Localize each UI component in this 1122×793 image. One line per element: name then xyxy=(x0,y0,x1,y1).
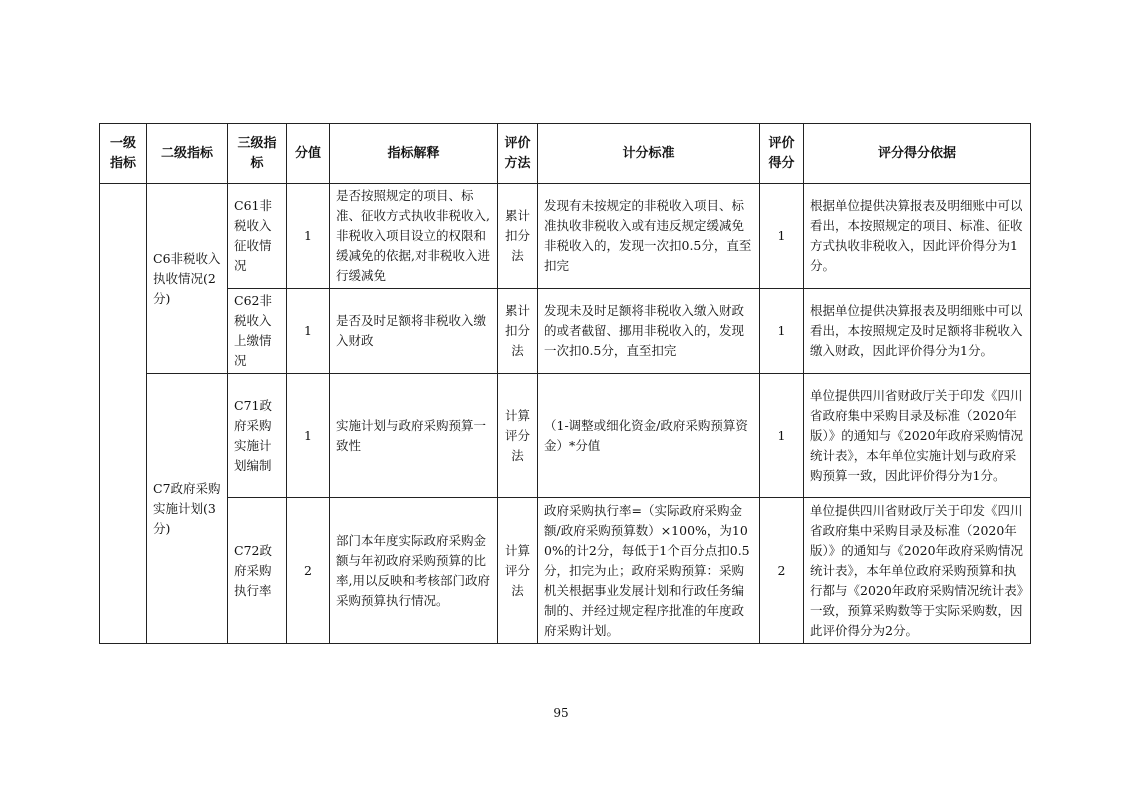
level1-cell xyxy=(100,184,147,644)
result-c71: 1 xyxy=(760,374,804,498)
explanation-c71: 实施计划与政府采购预算一致性 xyxy=(330,374,498,498)
header-level3: 三级指标 xyxy=(228,124,287,184)
basis-c71: 单位提供四川省财政厅关于印发《四川省政府集中采购目录及标准（2020年版）》的通知与《2020年政府采购情况统计表》，本年单位实施计划与政府采购预算一致，因此评价得分为1分。 xyxy=(804,374,1031,498)
table-row xyxy=(100,184,1031,289)
standard-c72: 政府采购执行率=（实际政府采购金额/政府采购预算数）×100%，为100%的计2分，每低于1个百分点扣0.5分，扣完为止；政府采购预算：采购机关根据事业发展计划和行政任务编制的、并经过规定程序批准的年度政府采购计划。 xyxy=(538,498,760,644)
page-number: 95 xyxy=(553,706,569,720)
indicator-c71: C71政府采购实施计划编制 xyxy=(228,374,287,498)
score-c62: 1 xyxy=(287,289,330,374)
basis-c72: 单位提供四川省财政厅关于印发《四川省政府集中采购目录及标准（2020年版）》的通知与《2020年政府采购情况统计表》，本年单位政府采购预算和执行都与《2020年政府采购情况统计表》一致，预算采购数等于实际采购数，因此评价得分为2分。 xyxy=(804,498,1031,644)
result-c62: 1 xyxy=(760,289,804,374)
explanation-c62: 是否及时足额将非税收入缴入财政 xyxy=(330,289,498,374)
indicator-c72: C72政府采购执行率 xyxy=(228,498,287,644)
method-c62: 累计扣分法 xyxy=(498,289,538,374)
result-c61: 1 xyxy=(760,184,804,289)
explanation-c72: 部门本年度实际政府采购金额与年初政府采购预算的比率,用以反映和考核部门政府采购预算执行情况。 xyxy=(330,498,498,644)
table-row xyxy=(100,374,1031,498)
explanation-c61: 是否按照规定的项目、标准、征收方式执收非税收入,非税收入项目设立的权限和缓减免的依据,对非税收入进行缓减免 xyxy=(330,184,498,289)
score-c71: 1 xyxy=(287,374,330,498)
header-score: 分值 xyxy=(287,124,330,184)
header-basis: 评分得分依据 xyxy=(804,124,1031,184)
group-c6: C6非税收入执收情况(2分) xyxy=(147,184,228,374)
header-level1: 一级指标 xyxy=(100,124,147,184)
header-result: 评价得分 xyxy=(760,124,804,184)
standard-c62: 发现未及时足额将非税收入缴入财政的或者截留、挪用非税收入的，发现一次扣0.5分，直至扣完 xyxy=(538,289,760,374)
basis-c61: 根据单位提供决算报表及明细账中可以看出，本按照规定的项目、标准、征收方式执收非税收入，因此评价得分为1分。 xyxy=(804,184,1031,289)
result-c72: 2 xyxy=(760,498,804,644)
evaluation-table xyxy=(99,123,1031,644)
score-c61: 1 xyxy=(287,184,330,289)
table-row xyxy=(100,498,1031,644)
group-c7: C7政府采购实施计划(3分) xyxy=(147,374,228,644)
method-c72: 计算评分法 xyxy=(498,498,538,644)
method-c71: 计算评分法 xyxy=(498,374,538,498)
basis-c62: 根据单位提供决算报表及明细账中可以看出，本按照规定及时足额将非税收入缴入财政，因此评价得分为1分。 xyxy=(804,289,1031,374)
standard-c61: 发现有未按规定的非税收入项目、标准执收非税收入或有违反规定缓减免非税收入的，发现一次扣0.5分，直至扣完 xyxy=(538,184,760,289)
score-c72: 2 xyxy=(287,498,330,644)
indicator-c61: C61非税收入征收情况 xyxy=(228,184,287,289)
header-standard: 计分标准 xyxy=(538,124,760,184)
indicator-c62: C62非税收入上缴情况 xyxy=(228,289,287,374)
table-row xyxy=(100,289,1031,374)
header-row xyxy=(100,124,1031,184)
header-level2: 二级指标 xyxy=(147,124,228,184)
header-method: 评价方法 xyxy=(498,124,538,184)
method-c61: 累计扣分法 xyxy=(498,184,538,289)
header-explanation: 指标解释 xyxy=(330,124,498,184)
standard-c71: （1-调整或细化资金/政府采购预算资金）*分值 xyxy=(538,374,760,498)
